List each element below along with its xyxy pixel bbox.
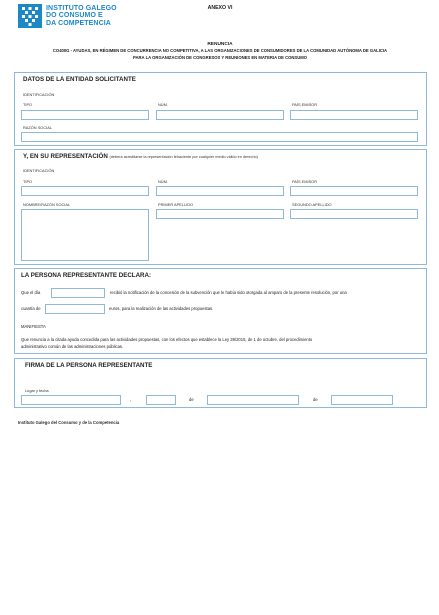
- declaration-line1-pre: Que el día: [21, 290, 41, 295]
- num-label: NÚM.: [158, 179, 168, 184]
- country-label: PAÍS EMISOR: [292, 179, 318, 184]
- document-subtitle: CO400G - AYUDAS, EN RÉGIMEN DE CONCURRENCIA NO COMPETITIVA, A LAS ORGANIZACIONES DE CONSUMIDORES DE LA COMUNIDAD AUTÓNOMA DE GALICIA PARA LA ORGANIZACIÓN DE CONGRESOS Y REUNIONES EN MATERIA DE CONSUMO: [52, 48, 388, 60]
- name-field[interactable]: [21, 209, 149, 261]
- num-field[interactable]: [156, 186, 284, 196]
- representative-section: [14, 149, 427, 265]
- place-date-label: Lugar y fecha: [25, 388, 49, 393]
- section-title: FIRMA DE LA PERSONA REPRESENTANTE: [25, 362, 153, 369]
- month-field[interactable]: [207, 395, 299, 405]
- country-field[interactable]: [290, 186, 418, 196]
- galicia-emblem-icon: [18, 4, 42, 28]
- type-label: TIPO: [23, 179, 33, 184]
- surname1-label: PRIMER APELLIDO: [158, 202, 194, 207]
- num-field[interactable]: [156, 110, 284, 120]
- type-field[interactable]: [21, 186, 149, 196]
- type-field[interactable]: [21, 110, 149, 120]
- declaration-line1-post: recibió la notificación de la concesión de la subvención que le había sido otorgada al amparo de la presente resolución, por una: [110, 290, 347, 295]
- footer-text: Instituto Galego del Consumo y de la Competencia: [18, 420, 120, 425]
- company-name-field[interactable]: [21, 132, 418, 142]
- surname2-field[interactable]: [290, 209, 418, 219]
- identification-label: IDENTIFICACIÓN: [23, 168, 55, 173]
- country-field[interactable]: [290, 110, 418, 120]
- amount-field[interactable]: [45, 304, 105, 314]
- comma-separator: ,: [130, 397, 132, 402]
- signature-section: [14, 358, 427, 408]
- renounce-text: Que renuncia a la citada ayuda concedida para las actividades propuestas, con los efectos que establece la Ley 39/2015, de 1 de octubre, del procedimiento administrativo común de las administraciones públicas.: [21, 337, 313, 349]
- identification-label: IDENTIFICACIÓN: [23, 92, 55, 97]
- section-title: DATOS DE LA ENTIDAD SOLICITANTE: [23, 76, 136, 83]
- surname1-field[interactable]: [156, 209, 284, 219]
- surname2-label: SEGUNDO APELLIDO: [292, 202, 332, 207]
- type-label: TIPO: [23, 102, 33, 107]
- name-label: NOMBRE/RAZÓN SOCIAL: [23, 202, 71, 207]
- company-name-label: RAZÓN SOCIAL: [23, 125, 52, 130]
- section-title: Y, EN SU REPRESENTACIÓN (deberá acreditarse la representación fehaciente por cualquier medio válido en derecho): [23, 153, 258, 160]
- declaration-line2-post: euros, para la realización de las actividades propuestas.: [109, 306, 214, 311]
- institute-logo: [18, 4, 136, 28]
- of-label-2: de: [313, 397, 318, 402]
- country-label: PAÍS EMISOR: [292, 102, 318, 107]
- year-field[interactable]: [331, 395, 393, 405]
- declaration-line2-pre: cuantía de: [21, 306, 41, 311]
- declaration-section: [14, 268, 427, 354]
- section-note: (deberá acreditarse la representación fehaciente por cualquier medio válido en derecho): [109, 155, 258, 159]
- annex-label: ANEXO VI: [207, 5, 233, 11]
- document-title: RENUNCIA: [207, 42, 233, 47]
- num-label: NÚM.: [158, 102, 168, 107]
- of-label-1: de: [189, 397, 194, 402]
- section-title: LA PERSONA REPRESENTANTE DECLARA:: [21, 272, 152, 279]
- day-field[interactable]: [146, 395, 176, 405]
- notification-date-field[interactable]: [51, 288, 105, 298]
- applicant-section: [14, 72, 427, 146]
- place-field[interactable]: [21, 395, 121, 405]
- logo-text: INSTITUTO GALEGO DO CONSUMO E DA COMPETENCIA: [46, 5, 117, 27]
- manifests-label: MANIFIESTA: [21, 324, 46, 329]
